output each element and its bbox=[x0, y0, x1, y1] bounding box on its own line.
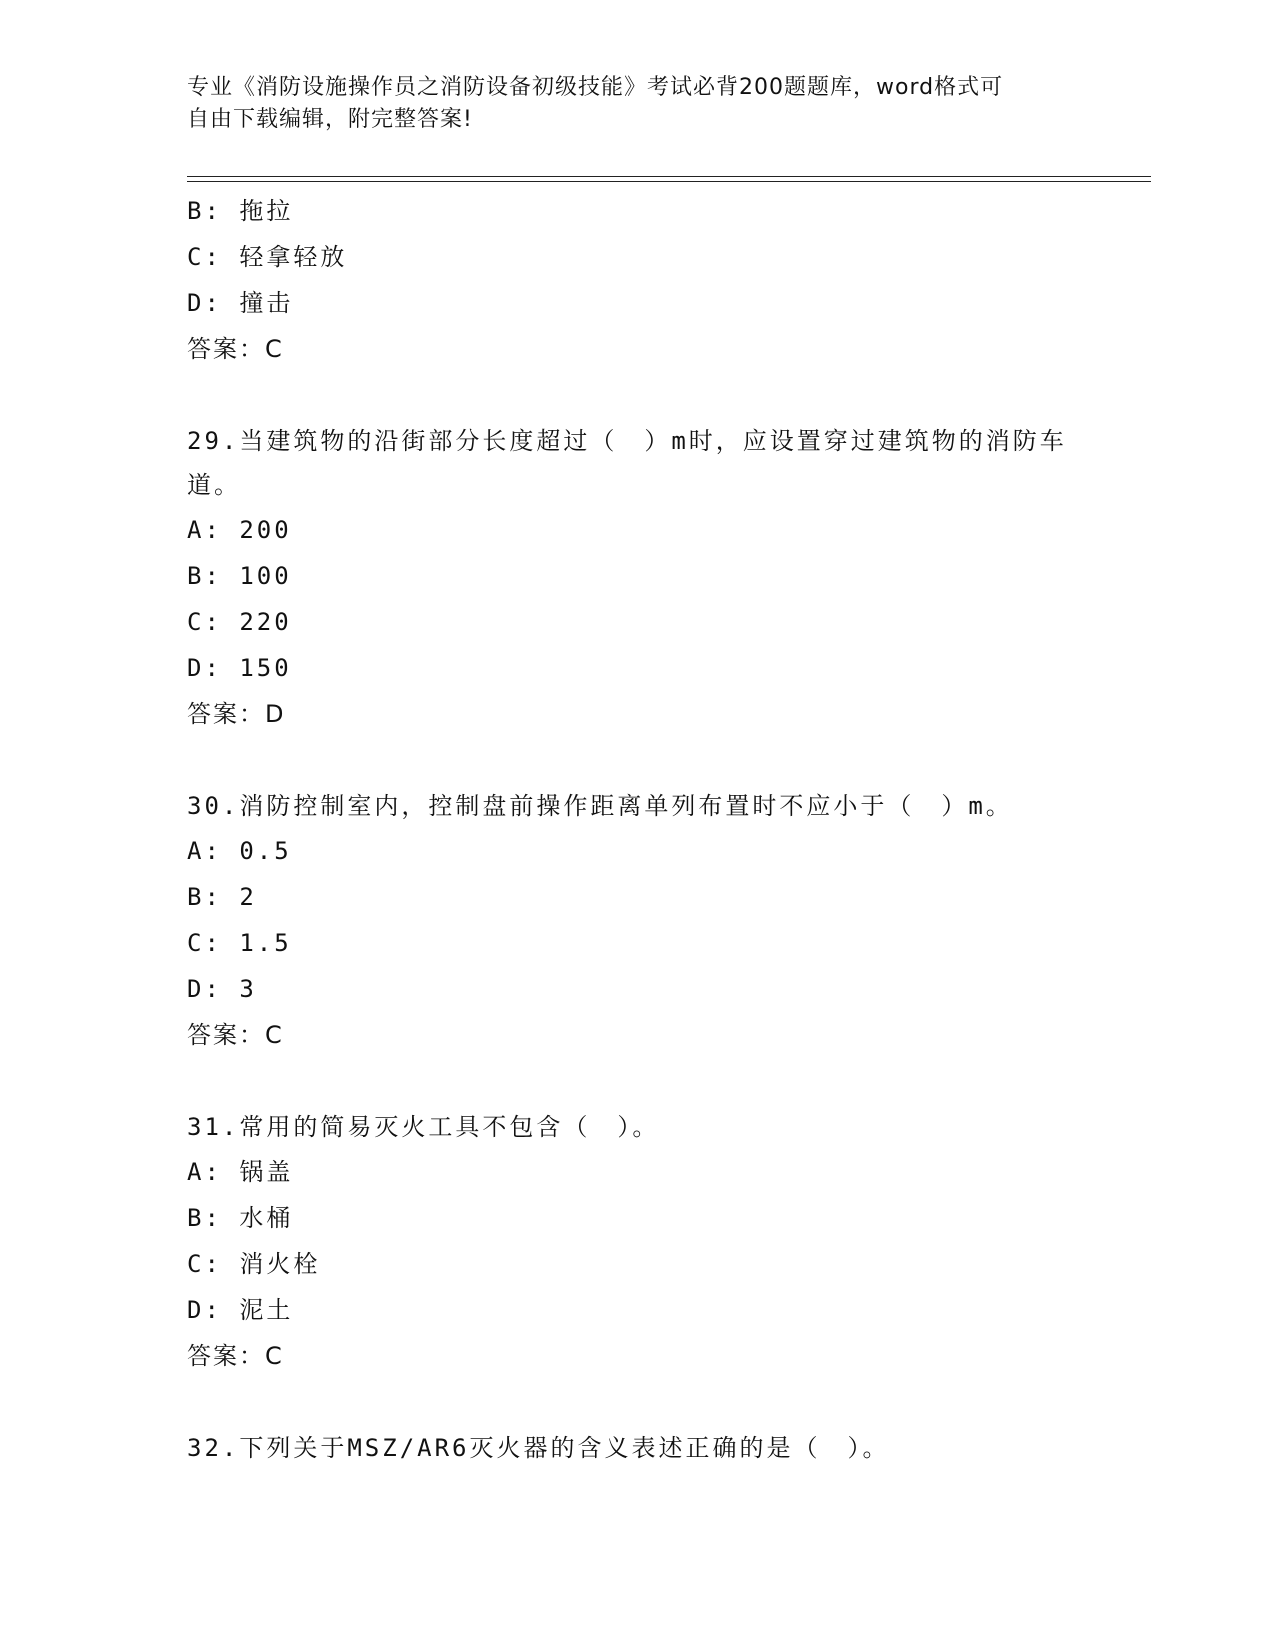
question-30-text: 30.消防控制室内，控制盘前操作距离单列布置时不应小于（ ）m。 bbox=[187, 792, 1013, 820]
answer-label: 答案：C bbox=[187, 1342, 284, 1370]
option-b: B: 水桶 bbox=[187, 1204, 294, 1232]
question-text bbox=[187, 784, 1087, 828]
option-c: C: 1.5 bbox=[187, 929, 292, 957]
document-header bbox=[187, 72, 1067, 136]
question-text bbox=[187, 419, 1087, 507]
option-d: D: 150 bbox=[187, 654, 292, 682]
option-c: C: 消火栓 bbox=[187, 1250, 321, 1278]
question-list bbox=[187, 188, 1087, 1470]
option-a: A: 200 bbox=[187, 516, 292, 544]
option-c: C: 轻拿轻放 bbox=[187, 243, 348, 271]
header-line-2: 自由下载编辑，附完整答案! bbox=[187, 107, 473, 132]
option-b: B: 拖拉 bbox=[187, 197, 294, 225]
question-32 bbox=[187, 1426, 1087, 1470]
answer-label: 答案：D bbox=[187, 700, 286, 728]
question-31-text: 31.常用的简易灭火工具不包含（ ）。 bbox=[187, 1113, 660, 1141]
question-29-text: 29.当建筑物的沿街部分长度超过（ ）m时，应设置穿过建筑物的消防车道。 bbox=[187, 427, 1067, 499]
option-a: A: 0.5 bbox=[187, 837, 292, 865]
option-d: D: 撞击 bbox=[187, 289, 294, 317]
header-divider-top bbox=[187, 176, 1151, 177]
option-c: C: 220 bbox=[187, 608, 292, 636]
question-30 bbox=[187, 784, 1087, 1058]
question-31 bbox=[187, 1105, 1087, 1379]
question-text bbox=[187, 1105, 1087, 1149]
option-d: D: 3 bbox=[187, 975, 257, 1003]
option-b: B: 2 bbox=[187, 883, 257, 911]
option-b: B: 100 bbox=[187, 562, 292, 590]
question-32-text: 32.下列关于MSZ/AR6灭火器的含义表述正确的是（ ）。 bbox=[187, 1434, 890, 1462]
option-d: D: 泥土 bbox=[187, 1296, 294, 1324]
answer-label: 答案：C bbox=[187, 335, 284, 363]
header-divider-bottom bbox=[187, 181, 1151, 182]
header-line-1: 专业《消防设施操作员之消防设备初级技能》考试必背200题题库，word格式可 bbox=[187, 75, 1004, 100]
option-a: A: 锅盖 bbox=[187, 1158, 294, 1186]
intro-block bbox=[187, 188, 1087, 372]
answer-label: 答案：C bbox=[187, 1021, 284, 1049]
question-text bbox=[187, 1426, 1087, 1470]
question-29 bbox=[187, 419, 1087, 737]
